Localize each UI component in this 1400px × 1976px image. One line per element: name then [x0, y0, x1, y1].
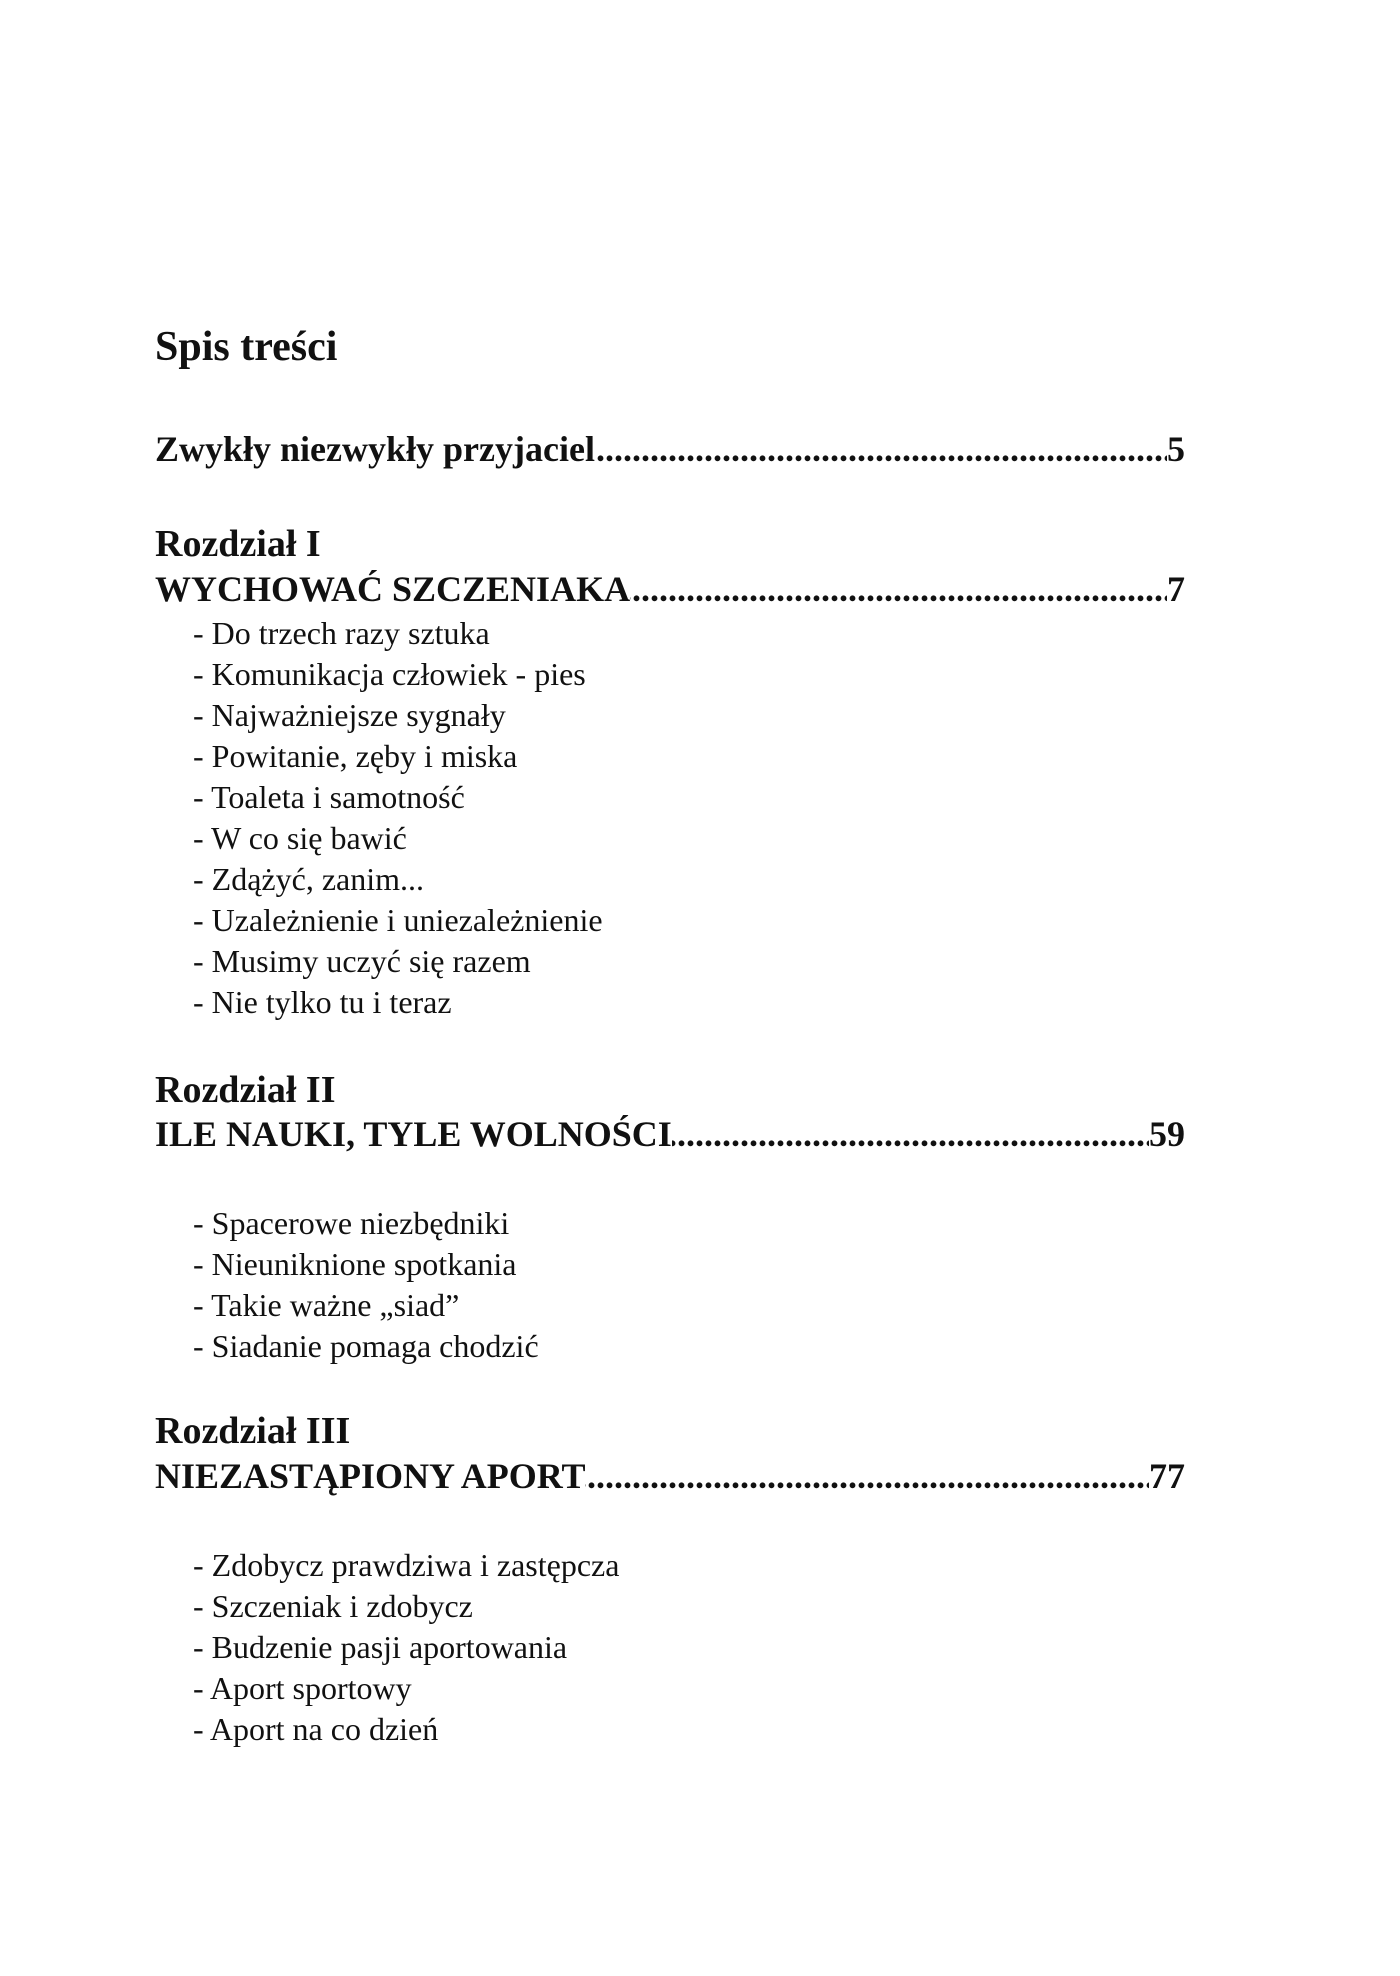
chapter-3-sections	[193, 1545, 619, 1750]
page-title: Spis treści	[155, 324, 338, 370]
chapter-heading-1	[155, 568, 1185, 611]
toc-entry-label: Zwykły niezwykły przyjaciel	[155, 428, 595, 471]
section-item: - W co się bawić	[193, 820, 407, 856]
section-item: - Powitanie, zęby i miska	[193, 738, 518, 774]
section-item: - Najważniejsze sygnały	[193, 697, 506, 733]
section-item: - Aport sportowy	[193, 1670, 412, 1706]
toc-entry-intro	[155, 428, 1185, 471]
section-item: - Nie tylko tu i teraz	[193, 984, 452, 1020]
section-item: - Musimy uczyć się razem	[193, 943, 531, 979]
section-item: - Siadanie pomaga chodzić	[193, 1328, 539, 1364]
section-item: - Toaleta i samotność	[193, 779, 465, 815]
toc-page-number: 77	[1149, 1455, 1185, 1498]
section-item: - Nieuniknione spotkania	[193, 1246, 517, 1282]
section-item: - Budzenie pasji aportowania	[193, 1629, 568, 1665]
section-item: - Aport na co dzień	[193, 1711, 439, 1747]
chapter-1-sections	[193, 613, 603, 1023]
toc-page-number: 7	[1167, 568, 1185, 611]
section-item: - Takie ważne „siad”	[193, 1287, 460, 1323]
chapter-heading-3	[155, 1455, 1185, 1498]
toc-page-number: 59	[1149, 1113, 1185, 1156]
section-item: - Zdążyć, zanim...	[193, 861, 424, 897]
chapter-2-sections	[193, 1203, 539, 1367]
section-item: - Do trzech razy sztuka	[193, 615, 490, 651]
chapter-heading-text: WYCHOWAĆ SZCZENIAKA	[155, 568, 630, 611]
chapter-label-1: Rozdział I	[155, 523, 321, 565]
section-item: - Spacerowe niezbędniki	[193, 1205, 510, 1241]
chapter-heading-2	[155, 1113, 1185, 1156]
chapter-heading-text: ILE NAUKI, TYLE WOLNOŚCI	[155, 1113, 672, 1156]
toc-page-number: 5	[1167, 428, 1185, 471]
section-item: - Zdobycz prawdziwa i zastępcza	[193, 1547, 620, 1583]
section-item: - Szczeniak i zdobycz	[193, 1588, 473, 1624]
section-item: - Uzależnienie i uniezależnienie	[193, 902, 603, 938]
section-item: - Komunikacja człowiek - pies	[193, 656, 586, 692]
chapter-heading-text: NIEZASTĄPIONY APORT	[155, 1455, 585, 1498]
chapter-label-2: Rozdział II	[155, 1069, 336, 1111]
chapter-label-3: Rozdział III	[155, 1410, 351, 1452]
